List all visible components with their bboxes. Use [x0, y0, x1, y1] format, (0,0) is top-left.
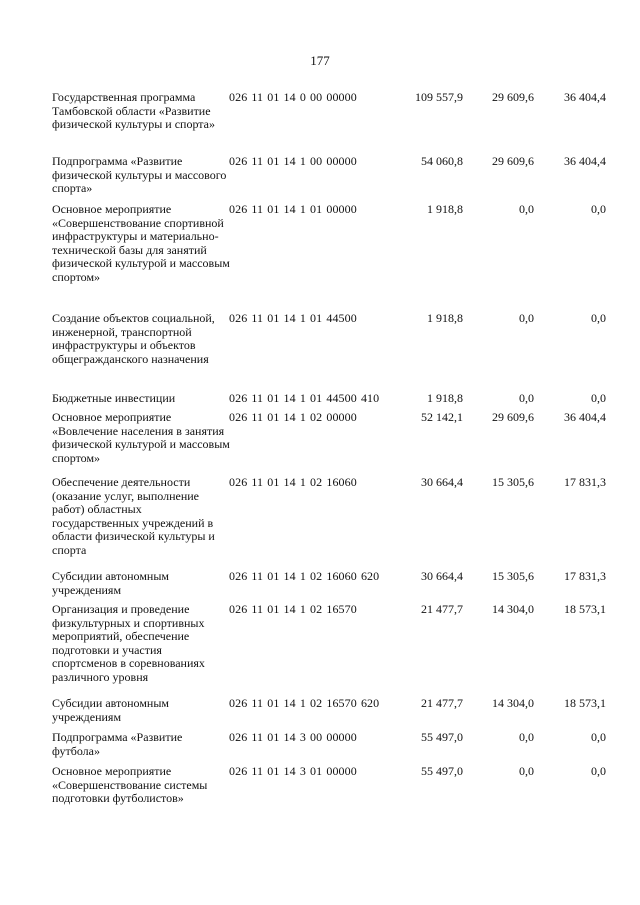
row-value-2: 14 304,0: [492, 696, 534, 710]
row-name: Основное мероприятие «Вовлечение населения в занятия физической культурой и массовым спортом»: [52, 410, 230, 465]
row-value-1: 55 497,0: [421, 730, 463, 744]
row-code: 026 11 01 14 0 00 00000: [229, 90, 357, 104]
row-name: Основное мероприятие «Совершенствование системы подготовки футболистов»: [52, 764, 208, 805]
row-code: 026 11 01 14 1 01 44500 410: [229, 391, 380, 405]
row-name: Организация и проведение физкультурных и спортивных мероприятий, обеспечение подготовки и участия спортсменов в соревнованиях различного уровня: [52, 602, 205, 684]
row-value-1: 1 918,8: [427, 202, 463, 216]
row-code: 026 11 01 14 3 00 00000: [229, 730, 357, 744]
row-value-2: 0,0: [519, 730, 534, 744]
row-value-2: 0,0: [519, 311, 534, 325]
row-code: 026 11 01 14 3 01 00000: [229, 764, 357, 778]
row-value-3: 0,0: [591, 730, 606, 744]
row-value-2: 0,0: [519, 391, 534, 405]
row-name: Государственная программа Тамбовской области «Развитие физической культуры и спорта»: [52, 90, 216, 131]
row-value-3: 18 573,1: [564, 696, 606, 710]
row-value-3: 17 831,3: [564, 569, 606, 583]
row-value-1: 55 497,0: [421, 764, 463, 778]
row-code: 026 11 01 14 1 02 16060 620: [229, 569, 380, 583]
row-value-1: 21 477,7: [421, 696, 463, 710]
row-value-3: 17 831,3: [564, 475, 606, 489]
row-value-1: 30 664,4: [421, 475, 463, 489]
row-value-2: 0,0: [519, 202, 534, 216]
row-name: Бюджетные инвестиции: [52, 391, 176, 405]
row-code: 026 11 01 14 1 02 16570 620: [229, 696, 380, 710]
row-value-2: 29 609,6: [492, 154, 534, 168]
row-code: 026 11 01 14 1 02 16570: [229, 602, 357, 616]
row-value-1: 109 557,9: [415, 90, 463, 104]
row-name: Обеспечение деятельности (оказание услуг, выполнение работ) областных государственных учреждений в области физической культуры и спорта: [52, 475, 215, 557]
row-name: Подпрограмма «Развитие физической культуры и массового спорта»: [52, 154, 227, 195]
row-code: 026 11 01 14 1 02 00000: [229, 410, 357, 424]
row-value-1: 1 918,8: [427, 311, 463, 325]
row-name: Основное мероприятие «Совершенствование спортивной инфраструктуры и материально-технической базы для занятий физической культурой и массовым спортом»: [52, 202, 230, 284]
row-value-1: 21 477,7: [421, 602, 463, 616]
row-name: Подпрограмма «Развитие футбола»: [52, 730, 183, 758]
row-value-2: 14 304,0: [492, 602, 534, 616]
row-name: Субсидии автономным учреждениям: [52, 569, 169, 597]
row-name: Создание объектов социальной, инженерной, транспортной инфраструктуры и объектов общегражданского назначения: [52, 311, 215, 366]
row-value-3: 36 404,4: [564, 410, 606, 424]
row-value-3: 0,0: [591, 764, 606, 778]
row-value-2: 15 305,6: [492, 475, 534, 489]
row-value-3: 0,0: [591, 391, 606, 405]
row-code: 026 11 01 14 1 02 16060: [229, 475, 357, 489]
row-value-3: 0,0: [591, 202, 606, 216]
row-value-1: 52 142,1: [421, 410, 463, 424]
row-value-2: 29 609,6: [492, 410, 534, 424]
row-value-3: 36 404,4: [564, 90, 606, 104]
page-number: 177: [310, 53, 330, 68]
row-value-3: 36 404,4: [564, 154, 606, 168]
row-value-3: 18 573,1: [564, 602, 606, 616]
row-value-2: 15 305,6: [492, 569, 534, 583]
row-value-2: 29 609,6: [492, 90, 534, 104]
row-value-2: 0,0: [519, 764, 534, 778]
row-code: 026 11 01 14 1 01 00000: [229, 202, 357, 216]
row-name: Субсидии автономным учреждениям: [52, 696, 169, 724]
row-code: 026 11 01 14 1 00 00000: [229, 154, 357, 168]
row-code: 026 11 01 14 1 01 44500: [229, 311, 357, 325]
row-value-1: 30 664,4: [421, 569, 463, 583]
row-value-1: 54 060,8: [421, 154, 463, 168]
row-value-1: 1 918,8: [427, 391, 463, 405]
row-value-3: 0,0: [591, 311, 606, 325]
